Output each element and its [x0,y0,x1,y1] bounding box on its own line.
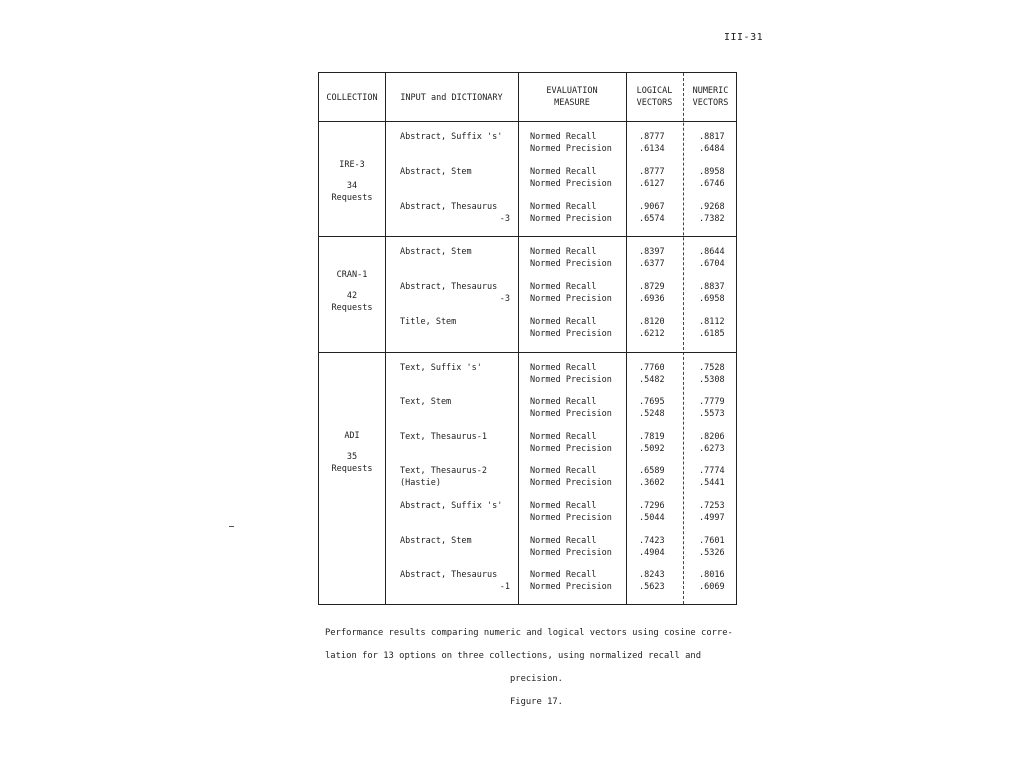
measure-cell [530,501,612,524]
numeric-recall-value: .7528 [699,363,725,373]
logical-precision-value: .5044 [639,512,665,523]
numeric-cell [699,466,725,489]
collection-name: ADI [344,431,360,441]
logical-precision-value: .5623 [639,581,665,592]
header-eval-line1: EVALUATION [546,86,598,96]
logical-cell [639,432,665,455]
numeric-precision-value: .6069 [699,581,725,592]
measure-cell [530,247,612,270]
stray-mark [229,526,234,527]
header-rule [319,121,736,122]
measure-cell [530,536,612,559]
input-cell [400,466,510,489]
measure-cell [530,167,612,190]
input-dictionary-cont: -1 [499,581,510,592]
measure-precision: Normed Precision [530,178,612,189]
measure-precision: Normed Precision [530,143,612,154]
numeric-recall-value: .8644 [699,247,725,257]
header-logical-line1: LOGICAL [636,86,673,96]
numeric-precision-value: .4997 [699,512,725,523]
logical-recall-value: .7423 [639,536,665,546]
header-logical-line2: VECTORS [636,98,673,108]
collection-gap [319,171,385,180]
input-dictionary: Abstract, Stem [400,536,472,546]
logical-cell [639,501,665,524]
input-dictionary-cont: -3 [499,293,510,304]
collection-name: IRE-3 [339,160,365,170]
input-dictionary: Abstract, Stem [400,247,472,257]
collection-gap [319,442,385,451]
figure-label: Figure 17. [510,697,563,707]
input-dictionary: Text, Thesaurus-2 [400,466,487,476]
measure-recall: Normed Recall [530,202,597,212]
measure-cell [530,397,612,420]
logical-precision-value: .3602 [639,477,665,488]
measure-recall: Normed Recall [530,247,597,257]
logical-cell [639,167,665,190]
measure-precision: Normed Precision [530,258,612,269]
logical-recall-value: .8243 [639,570,665,580]
logical-precision-value: .4904 [639,547,665,558]
collection-cell [319,159,385,204]
numeric-recall-value: .8206 [699,432,725,442]
measure-precision: Normed Precision [530,408,612,419]
measure-cell [530,570,612,593]
numeric-precision-value: .5308 [699,374,725,385]
col-divider [518,73,519,604]
measure-recall: Normed Recall [530,317,597,327]
logical-cell [639,202,665,225]
numeric-precision-value: .6746 [699,178,725,189]
measure-recall: Normed Recall [530,132,597,142]
logical-recall-value: .9067 [639,202,665,212]
numeric-recall-value: .9268 [699,202,725,212]
input-dictionary: Abstract, Thesaurus [400,202,498,212]
numeric-recall-value: .8837 [699,282,725,292]
numeric-cell [699,432,725,455]
logical-recall-value: .7760 [639,363,665,373]
col-divider [626,73,627,604]
col-divider [683,73,684,604]
logical-precision-value: .5248 [639,408,665,419]
measure-cell [530,432,612,455]
measure-recall: Normed Recall [530,397,597,407]
logical-recall-value: .8729 [639,282,665,292]
numeric-cell [699,167,725,190]
numeric-precision-value: .5573 [699,408,725,419]
measure-precision: Normed Precision [530,374,612,385]
numeric-recall-value: .8958 [699,167,725,177]
logical-precision-value: .6127 [639,178,665,189]
collection-cell [319,269,385,314]
logical-recall-value: .7695 [639,397,665,407]
measure-recall: Normed Recall [530,363,597,373]
numeric-cell [699,247,725,270]
collection-name: CRAN-1 [336,270,368,280]
input-dictionary: Text, Thesaurus-1 [400,432,487,442]
measure-precision: Normed Precision [530,328,612,339]
measure-recall: Normed Recall [530,570,597,580]
measure-precision: Normed Precision [530,477,612,488]
input-dictionary: Text, Stem [400,397,452,407]
numeric-precision-value: .6185 [699,328,725,339]
logical-precision-value: .6936 [639,293,665,304]
numeric-cell [699,132,725,155]
logical-precision-value: .5482 [639,374,665,385]
logical-cell [639,317,665,340]
collection-cell [319,430,385,475]
logical-cell [639,247,665,270]
logical-cell [639,397,665,420]
input-cell [400,536,510,548]
caption-line-2: lation for 13 options on three collections, using normalized recall and [325,651,702,661]
numeric-cell [699,282,725,305]
header-numeric-line2: VECTORS [692,98,729,108]
measure-recall: Normed Recall [530,536,597,546]
input-dictionary: Text, Suffix 's' [400,363,482,373]
numeric-precision-value: .6273 [699,443,725,454]
numeric-recall-value: .7779 [699,397,725,407]
logical-recall-value: .8120 [639,317,665,327]
numeric-recall-value: .8817 [699,132,725,142]
logical-precision-value: .6134 [639,143,665,154]
logical-precision-value: .6377 [639,258,665,269]
logical-cell [639,536,665,559]
requests-count: 35 [346,452,358,462]
measure-cell [530,132,612,155]
logical-cell [639,363,665,386]
numeric-precision-value: .6704 [699,258,725,269]
measure-cell [530,202,612,225]
logical-precision-value: .6574 [639,213,665,224]
logical-recall-value: .8777 [639,167,665,177]
input-cell [400,167,510,179]
measure-precision: Normed Precision [530,547,612,558]
input-cell [400,570,510,593]
logical-recall-value: .7296 [639,501,665,511]
caption-line-3: precision. [510,674,563,684]
numeric-precision-value: .6484 [699,143,725,154]
measure-precision: Normed Precision [530,512,612,523]
numeric-precision-value: .7382 [699,213,725,224]
measure-cell [530,363,612,386]
input-dictionary-cont: (Hastie) [400,477,441,488]
numeric-cell [699,202,725,225]
header-collection: COLLECTION [326,93,378,103]
numeric-cell [699,536,725,559]
logical-cell [639,570,665,593]
input-cell [400,363,510,375]
requests-label: Requests [331,303,373,313]
logical-recall-value: .8777 [639,132,665,142]
input-dictionary: Abstract, Stem [400,167,472,177]
logical-recall-value: .8397 [639,247,665,257]
logical-precision-value: .6212 [639,328,665,339]
numeric-cell [699,363,725,386]
logical-precision-value: .5092 [639,443,665,454]
input-dictionary: Abstract, Thesaurus [400,570,498,580]
numeric-precision-value: .6958 [699,293,725,304]
input-cell [400,397,510,409]
measure-precision: Normed Precision [530,581,612,592]
numeric-cell [699,397,725,420]
requests-count: 34 [346,181,358,191]
measure-precision: Normed Precision [530,443,612,454]
numeric-cell [699,570,725,593]
input-dictionary-cont: -3 [499,213,510,224]
input-dictionary: Abstract, Suffix 's' [400,132,503,142]
input-cell [400,317,510,329]
input-cell [400,432,510,444]
requests-count: 42 [346,291,358,301]
header-eval [518,85,626,109]
logical-cell [639,132,665,155]
group-rule [319,352,736,353]
measure-cell [530,466,612,489]
group-rule [319,236,736,237]
results-table [318,72,737,605]
header-input: INPUT and DICTIONARY [400,93,503,103]
measure-cell [530,282,612,305]
col-divider [385,73,386,604]
measure-recall: Normed Recall [530,466,597,476]
measure-recall: Normed Recall [530,501,597,511]
logical-cell [639,466,665,489]
input-cell [400,282,510,305]
numeric-recall-value: .8016 [699,570,725,580]
input-cell [400,202,510,225]
measure-recall: Normed Recall [530,432,597,442]
numeric-recall-value: .7253 [699,501,725,511]
measure-recall: Normed Recall [530,282,597,292]
logical-recall-value: .6589 [639,466,665,476]
header-numeric [683,85,738,109]
header-eval-line2: MEASURE [554,98,590,108]
numeric-recall-value: .8112 [699,317,725,327]
header-logical [626,85,683,109]
input-cell [400,247,510,259]
numeric-cell [699,501,725,524]
header-numeric-line1: NUMERIC [692,86,729,96]
input-dictionary: Title, Stem [400,317,457,327]
logical-recall-value: .7819 [639,432,665,442]
measure-recall: Normed Recall [530,167,597,177]
measure-cell [530,317,612,340]
caption-line-1: Performance results comparing numeric and logical vectors using cosine corre- [325,628,733,638]
numeric-recall-value: .7601 [699,536,725,546]
measure-precision: Normed Precision [530,213,612,224]
input-dictionary: Abstract, Suffix 's' [400,501,503,511]
collection-gap [319,281,385,290]
numeric-precision-value: .5326 [699,547,725,558]
numeric-recall-value: .7774 [699,466,725,476]
measure-precision: Normed Precision [530,293,612,304]
input-dictionary: Abstract, Thesaurus [400,282,498,292]
input-cell [400,132,510,144]
page-number: III-31 [724,32,764,43]
numeric-precision-value: .5441 [699,477,725,488]
requests-label: Requests [331,464,373,474]
requests-label: Requests [331,193,373,203]
numeric-cell [699,317,725,340]
input-cell [400,501,510,513]
logical-cell [639,282,665,305]
